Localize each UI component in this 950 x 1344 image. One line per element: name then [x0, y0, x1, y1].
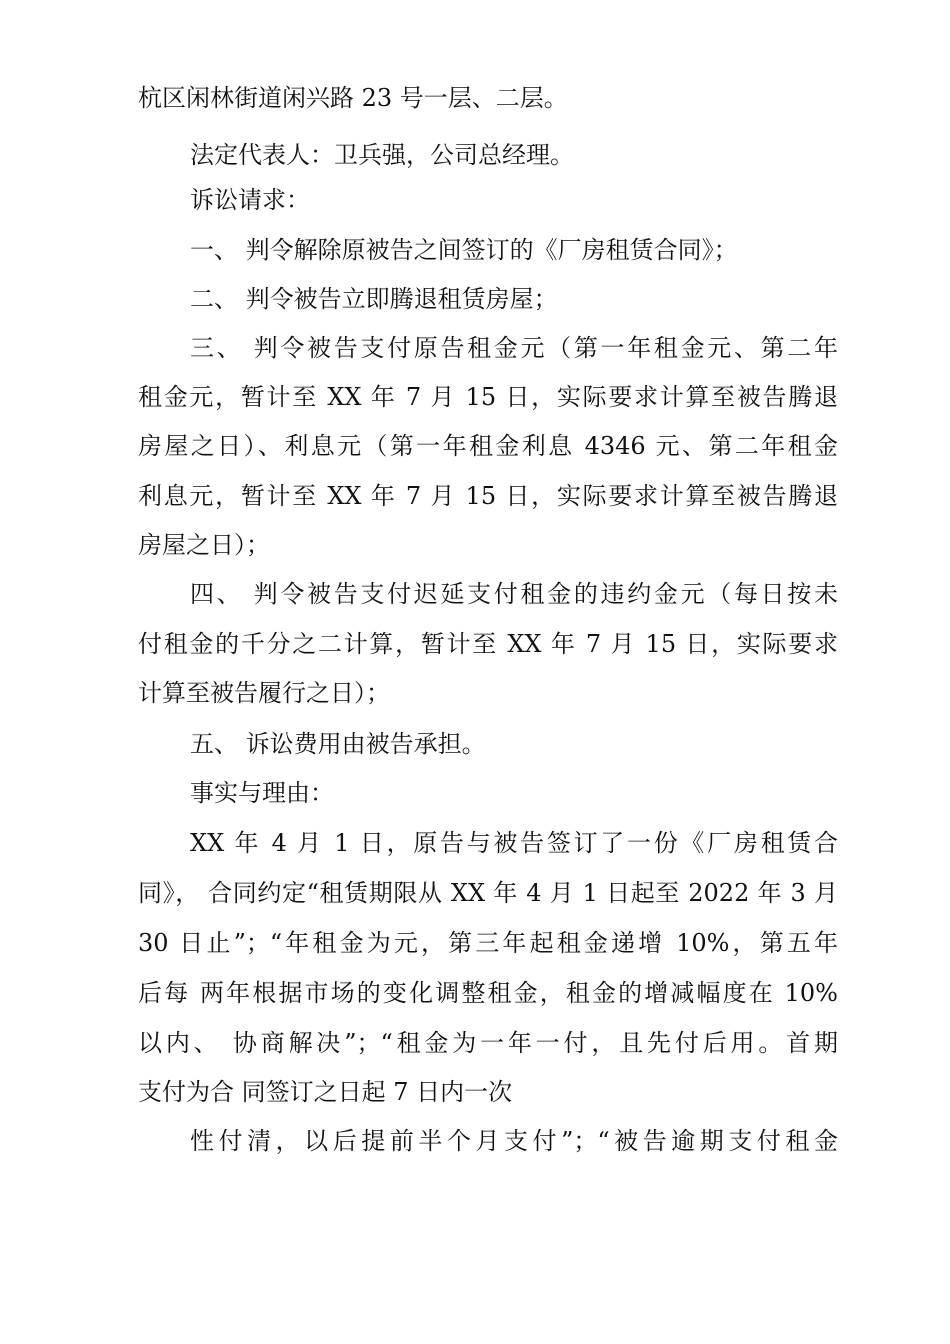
text-line-1: 杭区闲林街道闲兴路 23 号一层、二层。	[138, 84, 568, 112]
text-line-19: 后每 两年根据市场的变化调整租金，租金的增减幅度在 10%	[138, 979, 838, 1007]
text-line-12: 付租金的千分之二计算，暂计至 XX 年 7 月 15 日，实际要求	[138, 630, 838, 658]
text-line-6: 三、 判令被告支付原告租金元（第一年租金元、第二年	[190, 334, 838, 362]
text-line-20: 以内、 协商解决”；“租金为一年一付，且先付后用。首期	[138, 1029, 838, 1057]
text-line-5: 二、 判令被告立即腾退租赁房屋；	[190, 285, 558, 313]
text-line-4: 一、 判令解除原被告之间签订的《厂房租赁合同》；	[190, 236, 738, 264]
text-line-8: 房屋之日）、利息元（第一年租金利息 4346 元、第二年租金	[138, 432, 838, 460]
text-line-16: XX 年 4 月 1 日，原告与被告签订了一份《厂房租赁合	[190, 829, 838, 857]
text-line-3: 诉讼请求：	[190, 186, 310, 214]
text-line-15: 事实与理由：	[190, 779, 334, 807]
text-line-11: 四、 判令被告支付迟延支付租金的违约金元（每日按未	[190, 580, 838, 608]
text-line-7: 租金元，暂计至 XX 年 7 月 15 日，实际要求计算至被告腾退	[138, 383, 838, 411]
text-line-2: 法定代表人：卫兵强，公司总经理。	[190, 141, 574, 169]
text-line-13: 计算至被告履行之日）；	[138, 679, 390, 707]
text-line-17: 同》， 合同约定“租赁期限从 XX 年 4 月 1 日起至 2022 年 3 月	[138, 879, 838, 907]
text-line-14: 五、 诉讼费用由被告承担。	[190, 730, 486, 758]
text-line-21: 支付为合 同签订之日起 7 日内一次	[138, 1078, 513, 1106]
text-line-18: 30 日止”；“年租金为元，第三年起租金递增 10%，第五年	[138, 929, 838, 957]
text-line-22: 性付清，以后提前半个月支付”；“被告逾期支付租金	[190, 1127, 838, 1155]
text-line-9: 利息元，暂计至 XX 年 7 月 15 日，实际要求计算至被告腾退	[138, 482, 838, 510]
text-line-10: 房屋之日）；	[138, 531, 270, 559]
